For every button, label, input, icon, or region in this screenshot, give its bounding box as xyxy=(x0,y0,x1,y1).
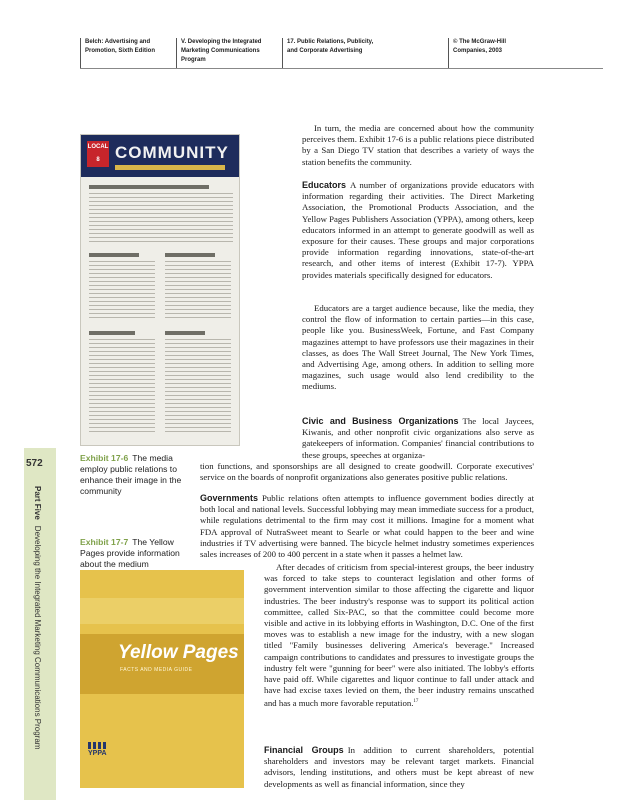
beer-industry-paragraph xyxy=(264,562,534,710)
exhibit-caption-text: The media employ public relations to enhance their image in the community xyxy=(80,453,182,496)
financial-heading: Financial Groups xyxy=(264,745,344,755)
flyer-text-block xyxy=(89,261,155,321)
intro-paragraph: In turn, the media are concerned about how the community perceives them. Exhibit 17-6 is a public relations piece distributed by a San Diego TV station that describes a variety of ways the station benefits the community. xyxy=(302,123,534,167)
yellow-pages-subtitle: FACTS AND MEDIA GUIDE xyxy=(120,667,193,673)
financial-text: In addition to current shareholders, potential shareholders and investors may be relevant target markets. Financial advisors, lending institutions, and others must be kept abreast of new developments as well as financial information, since they xyxy=(264,745,535,789)
yppa-logo-text: YPPA xyxy=(88,750,107,757)
exhibit-17-7-image xyxy=(80,570,244,788)
educators-paragraph xyxy=(302,180,534,281)
community-title: COMMUNITY xyxy=(115,143,229,162)
banner-stripe xyxy=(115,165,225,170)
flyer-text-block xyxy=(89,193,233,245)
flyer-heading xyxy=(165,331,205,335)
exhibit-caption-text: The Yellow Pages provide information about the medium xyxy=(80,537,180,569)
header-book-title: Belch: Advertising and Promotion, Sixth Edition xyxy=(80,38,162,68)
part-title: Developing the Integrated Marketing Communications Program xyxy=(33,525,42,750)
governments-heading: Governments xyxy=(200,493,259,503)
civic-paragraph xyxy=(302,416,534,461)
civic-heading: Civic and Business Organizations xyxy=(302,416,459,426)
flyer-heading xyxy=(89,253,139,257)
exhibit-label: Exhibit 17-7 xyxy=(80,537,129,547)
exhibit-17-6-image xyxy=(80,134,240,446)
beer-industry-text: After decades of criticism from special-interest groups, the beer industry was forced to take steps to counteract legislation and other forms of government intervention similar to those affecting the cigarette and liquor industries. The beer industry's response was to support its political action committee, called Six-PAC, so that the committee could become more visible and active in its lobbying efforts in Washington, D.C. One of the first moves was to establish a new image for the industry, with a new slogan titled "Family businesses delivering America's beverage." Increased campaign contributions to candidates and pressures to investigate groups the industry felt were "gunning for beer" were also initiated. The lobby's efforts have paid off. While cigarettes and liquor continue to fall under attack and have had excise taxes levied on them, the beer industry remains unscathed and has a much more favorable reputation. xyxy=(264,562,534,709)
civic-text: The local Jaycees, Kiwanis, and other nonprofit civic organizations also serve as gatekeepers of information. Companies' financial contributions to these groups, speeches at organiza- xyxy=(302,416,534,460)
part-number: Part Five xyxy=(33,486,42,520)
part-label xyxy=(30,486,44,798)
educators-text: A number of organizations provide educators with information regarding their activities. The Direct Marketing Association, the Promotional Products Association, and the Yellow Pages Publishers Association (YPPA), among others, keep educators informed in an attempt to generate goodwill as well as exposure for their causes. These groups and major corporations provide information regarding innovations, state-of-the-art research, and other items of interest (Exhibit 17-7). YPPA provides materials specifically designed for educators. xyxy=(302,180,534,280)
header-copyright: © The McGraw-Hill Companies, 2003 xyxy=(448,38,536,68)
yppa-logo-icon xyxy=(88,742,108,749)
exhibit-17-7-caption xyxy=(80,537,184,570)
flyer-heading xyxy=(165,253,215,257)
exhibit-17-6-caption xyxy=(80,453,192,497)
flyer-text-block xyxy=(165,261,231,321)
financial-paragraph xyxy=(264,745,534,790)
yellow-pages-title: Yellow Pages xyxy=(118,642,239,663)
flyer-heading xyxy=(89,331,135,335)
cover-band xyxy=(80,598,244,624)
flyer-text-block xyxy=(165,339,231,435)
local-8-logo: LOCAL 8 xyxy=(87,141,109,167)
flyer-heading xyxy=(89,185,209,189)
civic-continued-paragraph: tion functions, and sponsorships are all designed to create goodwill. Corporate executives' service on the boards of nonprofit organizations also generates positive public relations. xyxy=(200,461,534,483)
flyer-text-block xyxy=(89,339,155,435)
page-number: 572 xyxy=(26,458,43,469)
footnote-marker: 17 xyxy=(413,699,419,705)
educators-paragraph-2: Educators are a target audience because, like the media, they control the flow of information to certain parties—in this case, people like you. BusinessWeek, Fortune, and Fast Company magazines attempt to have professors use their magazines in their classes, as does The Wall Street Journal, The New York Times, and Advertising Age, among others. In addition to selling more magazines, such usage would also lend credibility to the mediums. xyxy=(302,303,534,392)
header-rule xyxy=(80,68,603,69)
header-chapter: 17. Public Relations, Publicity, and Corporate Advertising xyxy=(282,38,374,68)
educators-heading: Educators xyxy=(302,180,347,190)
header-section: V. Developing the Integrated Marketing Communications Program xyxy=(176,38,266,68)
governments-paragraph xyxy=(200,493,534,560)
governments-text: Public relations often attempts to influence government bodies directly at both local and national levels. Successful lobbying may mean immediate success for a product, while regulations detrimental to the firm may cost it millions. Imagine for a moment what FDA approval of NutraSweet meant to Searle or what could happen to the beer and wine industries if TV advertising were banned. The bicycle helmet industry sometimes experiences sales increases of 200 to 400 percent in a state when it passes a helmet law. xyxy=(200,493,534,560)
exhibit-label: Exhibit 17-6 xyxy=(80,453,129,463)
